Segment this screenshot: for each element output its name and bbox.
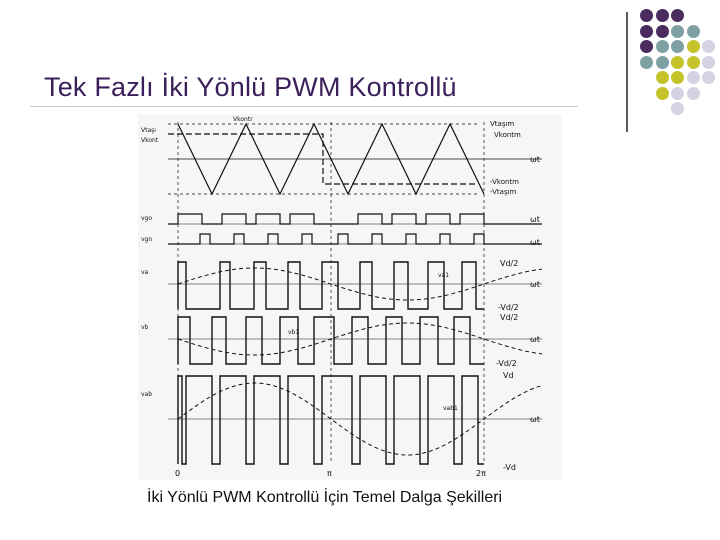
tick-two-pi: 2π <box>476 469 486 478</box>
tick-zero: 0 <box>175 469 181 478</box>
pwm-waveform-figure <box>138 114 562 480</box>
label-neg-vd-half-1: -Vd/2 <box>498 303 519 312</box>
decor-dot <box>687 87 700 100</box>
decor-dot <box>640 40 653 53</box>
slide-title: Tek Fazlı İki Yönlü PWM Kontrollü <box>44 72 457 102</box>
decor-dot <box>656 87 669 100</box>
decor-dot <box>656 56 669 69</box>
label-vd-half-2: Vd/2 <box>500 313 519 322</box>
label-vtasiyici: Vtaşı <box>141 127 156 134</box>
label-vgo: vgo <box>141 215 153 222</box>
carrier-panel <box>168 124 542 194</box>
decor-dot <box>671 40 684 53</box>
decor-dot <box>656 25 669 38</box>
period-markers <box>178 122 484 464</box>
label-wt-5: ωt <box>530 335 540 344</box>
label-wt-2: ωt <box>530 215 540 224</box>
label-vgn: vgn <box>141 236 153 243</box>
label-vd-half-1: Vd/2 <box>500 259 519 268</box>
figure-caption: İki Yönlü PWM Kontrollü İçin Temel Dalga Şekilleri <box>147 489 503 506</box>
label-vab: vab <box>141 391 153 398</box>
decor-dot <box>640 9 653 22</box>
decor-dot <box>687 56 700 69</box>
label-vd: Vd <box>503 371 514 380</box>
decor-dot <box>671 71 684 84</box>
decor-vertical-line <box>626 12 628 132</box>
decor-dot <box>671 9 684 22</box>
label-neg-vd: -Vd <box>503 463 516 472</box>
title-divider <box>30 106 578 107</box>
decor-dot <box>656 71 669 84</box>
vab-panel <box>168 376 542 464</box>
gate-signal-vgn <box>168 234 542 244</box>
label-vtasim: Vtaşım <box>490 120 515 128</box>
pwm-waveform-diagram <box>138 114 562 480</box>
decor-dot <box>656 9 669 22</box>
decor-dot <box>687 40 700 53</box>
decor-dot <box>687 25 700 38</box>
decor-dot <box>702 56 715 69</box>
decor-dot <box>671 56 684 69</box>
label-vkontrol-right: Vkontm <box>494 131 521 139</box>
tick-pi: π <box>327 469 332 478</box>
label-va: va <box>141 269 149 276</box>
label-wt-6: ωt <box>530 415 540 424</box>
label-vkontrol: Vkont <box>141 137 159 144</box>
label-vb1: vb1 <box>288 329 300 336</box>
label-neg-vd-half-2: -Vd/2 <box>496 359 517 368</box>
decor-dot <box>656 40 669 53</box>
label-neg-vkontrol: -Vkontm <box>490 178 519 186</box>
label-vkontrol-top: Vkontr <box>233 116 253 123</box>
label-wt-4: ωt <box>530 280 540 289</box>
decor-dot <box>702 71 715 84</box>
label-wt-1: ωt <box>530 155 540 164</box>
decor-dot <box>640 25 653 38</box>
decor-dot <box>640 56 653 69</box>
decor-dot <box>687 71 700 84</box>
decor-dot <box>671 87 684 100</box>
decor-dot <box>702 40 715 53</box>
gate-signal-vgo <box>168 214 542 224</box>
decor-dot <box>671 102 684 115</box>
label-vab1: vab1 <box>443 405 458 412</box>
gate-signals <box>168 214 542 244</box>
vb-panel <box>168 317 542 364</box>
label-vb: vb <box>141 324 149 331</box>
label-wt-3: ωt <box>530 238 540 247</box>
label-neg-vtasim: -Vtaşım <box>490 188 517 196</box>
va-panel <box>168 262 542 309</box>
vab-pulse-wave <box>178 376 484 464</box>
decor-dot <box>671 25 684 38</box>
label-va1: va1 <box>438 272 450 279</box>
